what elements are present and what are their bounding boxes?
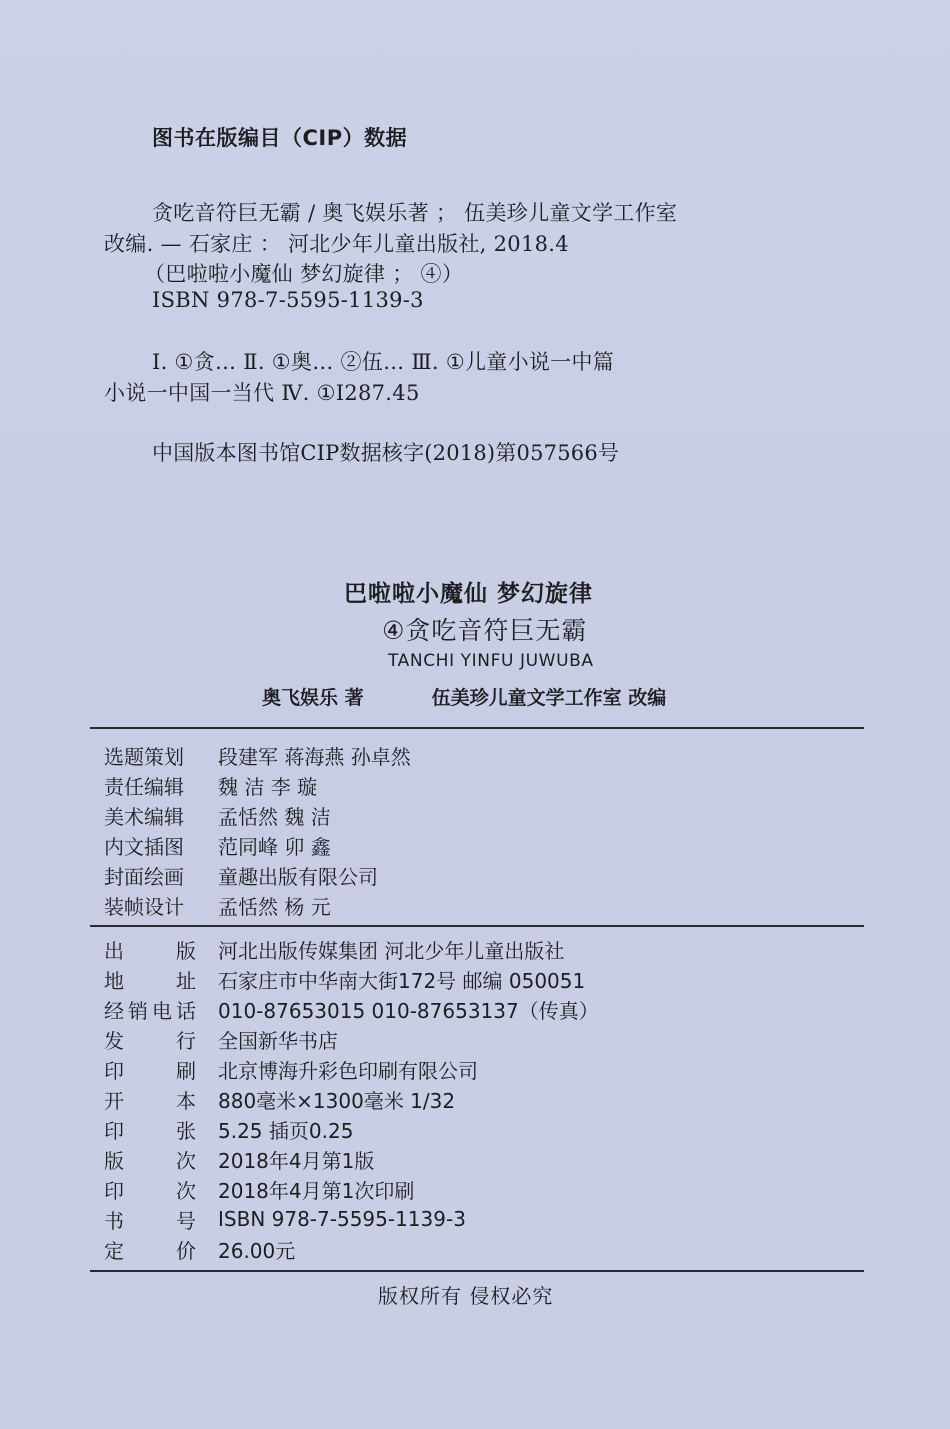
label-char: 印 xyxy=(104,1178,124,1203)
staff-names: 魏 洁 李 璇 xyxy=(218,774,318,799)
divider-top xyxy=(90,727,864,729)
staff-role: 选题策划 xyxy=(104,744,184,769)
staff-names: 孟恬然 魏 洁 xyxy=(218,804,331,829)
label-char: 销 xyxy=(128,998,148,1023)
staff-role: 责任编辑 xyxy=(104,774,184,799)
book-title-pinyin: TANCHI YINFU JUWUBA xyxy=(388,651,594,671)
cip-line-title: 贪吃音符巨无霸 / 奥飞娱乐著 ； 伍美珍儿童文学工作室 xyxy=(152,201,678,225)
publishing-row xyxy=(104,1024,338,1054)
staff-row xyxy=(104,800,331,830)
staff-row xyxy=(104,830,331,860)
publishing-field-value: 5.25 插页0.25 xyxy=(218,1118,354,1143)
publishing-field-value: 石家庄市中华南大街172号 邮编 050051 xyxy=(218,968,586,993)
publishing-row xyxy=(104,1144,374,1174)
adapter: 伍美珍儿童文学工作室 改编 xyxy=(431,687,667,709)
staff-row xyxy=(104,860,378,890)
publishing-field-label xyxy=(104,1145,196,1174)
label-char: 印 xyxy=(104,1118,124,1143)
publishing-field-value: 010-87653015 010-87653137（传真） xyxy=(218,998,599,1023)
label-char: 印 xyxy=(104,1058,124,1083)
author-line xyxy=(262,683,666,710)
series-title: 巴啦啦小魔仙 梦幻旋律 xyxy=(344,581,594,607)
publishing-field-value: ISBN 978-7-5595-1139-3 xyxy=(218,1207,466,1231)
divider-middle xyxy=(90,925,864,927)
staff-names: 童趣出版有限公司 xyxy=(218,864,378,889)
label-char: 号 xyxy=(176,1208,196,1233)
publishing-field-value: 北京博海升彩色印刷有限公司 xyxy=(218,1058,478,1083)
publishing-field-label xyxy=(104,1175,196,1204)
publishing-row xyxy=(104,994,599,1024)
label-char: 电 xyxy=(152,998,172,1023)
cip-line-publisher: 改编. — 石家庄 ： 河北少年儿童出版社, 2018.4 xyxy=(104,232,569,256)
publishing-row xyxy=(104,964,585,994)
publishing-row xyxy=(104,1054,478,1084)
publishing-field-label xyxy=(104,935,196,964)
publishing-field-value: 全国新华书店 xyxy=(218,1028,338,1053)
label-char: 开 xyxy=(104,1088,124,1113)
label-char: 出 xyxy=(104,938,124,963)
label-char: 次 xyxy=(176,1148,196,1173)
label-char: 定 xyxy=(104,1238,124,1263)
cip-line-series: （巴啦啦小魔仙 梦幻旋律 ； ④） xyxy=(144,262,464,286)
publishing-field-value: 2018年4月第1版 xyxy=(218,1148,375,1173)
cip-line-classification-2: 小说一中国一当代 Ⅳ. ①I287.45 xyxy=(104,381,420,405)
staff-row xyxy=(104,740,411,770)
publishing-field-label xyxy=(104,1205,196,1234)
label-char: 址 xyxy=(176,968,196,993)
publishing-row xyxy=(104,1174,414,1204)
label-char: 价 xyxy=(176,1238,196,1263)
label-char: 行 xyxy=(176,1028,196,1053)
publishing-row xyxy=(104,1084,455,1114)
cip-heading: 图书在版编目（CIP）数据 xyxy=(152,126,408,150)
publishing-row xyxy=(104,934,564,964)
label-char: 版 xyxy=(176,938,196,963)
publishing-row xyxy=(104,1234,295,1264)
cip-line-classification-1: Ⅰ. ①贪… Ⅱ. ①奥… ②伍… Ⅲ. ①儿童小说一中篇 xyxy=(152,350,615,374)
staff-role: 装帧设计 xyxy=(104,894,184,919)
publishing-row xyxy=(104,1114,353,1144)
staff-role: 美术编辑 xyxy=(104,804,184,829)
staff-names: 段建军 蒋海燕 孙卓然 xyxy=(218,744,411,769)
publishing-field-value: 2018年4月第1次印刷 xyxy=(218,1178,415,1203)
label-char: 版 xyxy=(104,1148,124,1173)
author: 奥飞娱乐 著 xyxy=(262,687,364,709)
label-char: 张 xyxy=(176,1118,196,1143)
staff-names: 孟恬然 杨 元 xyxy=(218,894,331,919)
label-char: 书 xyxy=(104,1208,124,1233)
label-char: 本 xyxy=(176,1088,196,1113)
publishing-field-label xyxy=(104,1085,196,1114)
label-char: 刷 xyxy=(176,1058,196,1083)
publishing-field-value: 880毫米×1300毫米 1/32 xyxy=(218,1088,456,1113)
label-char: 发 xyxy=(104,1028,124,1053)
staff-role: 封面绘画 xyxy=(104,864,184,889)
publishing-field-label xyxy=(104,965,196,994)
cip-approval-number: 中国版本图书馆CIP数据核字(2018)第057566号 xyxy=(152,441,620,465)
staff-role: 内文插图 xyxy=(104,834,184,859)
publishing-field-label xyxy=(104,1115,196,1144)
publishing-field-label xyxy=(104,995,196,1024)
copyright-notice: 版权所有 侵权必究 xyxy=(378,1284,554,1308)
publishing-field-label xyxy=(104,1025,196,1054)
staff-row xyxy=(104,770,317,800)
publishing-field-value: 26.00元 xyxy=(218,1238,296,1263)
label-char: 地 xyxy=(104,968,124,993)
divider-bottom xyxy=(90,1270,864,1272)
publishing-row xyxy=(104,1204,466,1234)
publishing-field-label xyxy=(104,1235,196,1264)
staff-names: 范同峰 卯 鑫 xyxy=(218,834,331,859)
label-char: 话 xyxy=(176,998,196,1023)
staff-row xyxy=(104,890,331,920)
publishing-field-value: 河北出版传媒集团 河北少年儿童出版社 xyxy=(218,938,565,963)
label-char: 次 xyxy=(176,1178,196,1203)
label-char: 经 xyxy=(104,998,124,1023)
cip-line-isbn: ISBN 978-7-5595-1139-3 xyxy=(152,288,424,312)
publishing-field-label xyxy=(104,1055,196,1084)
book-title: ④贪吃音符巨无霸 xyxy=(382,616,588,645)
